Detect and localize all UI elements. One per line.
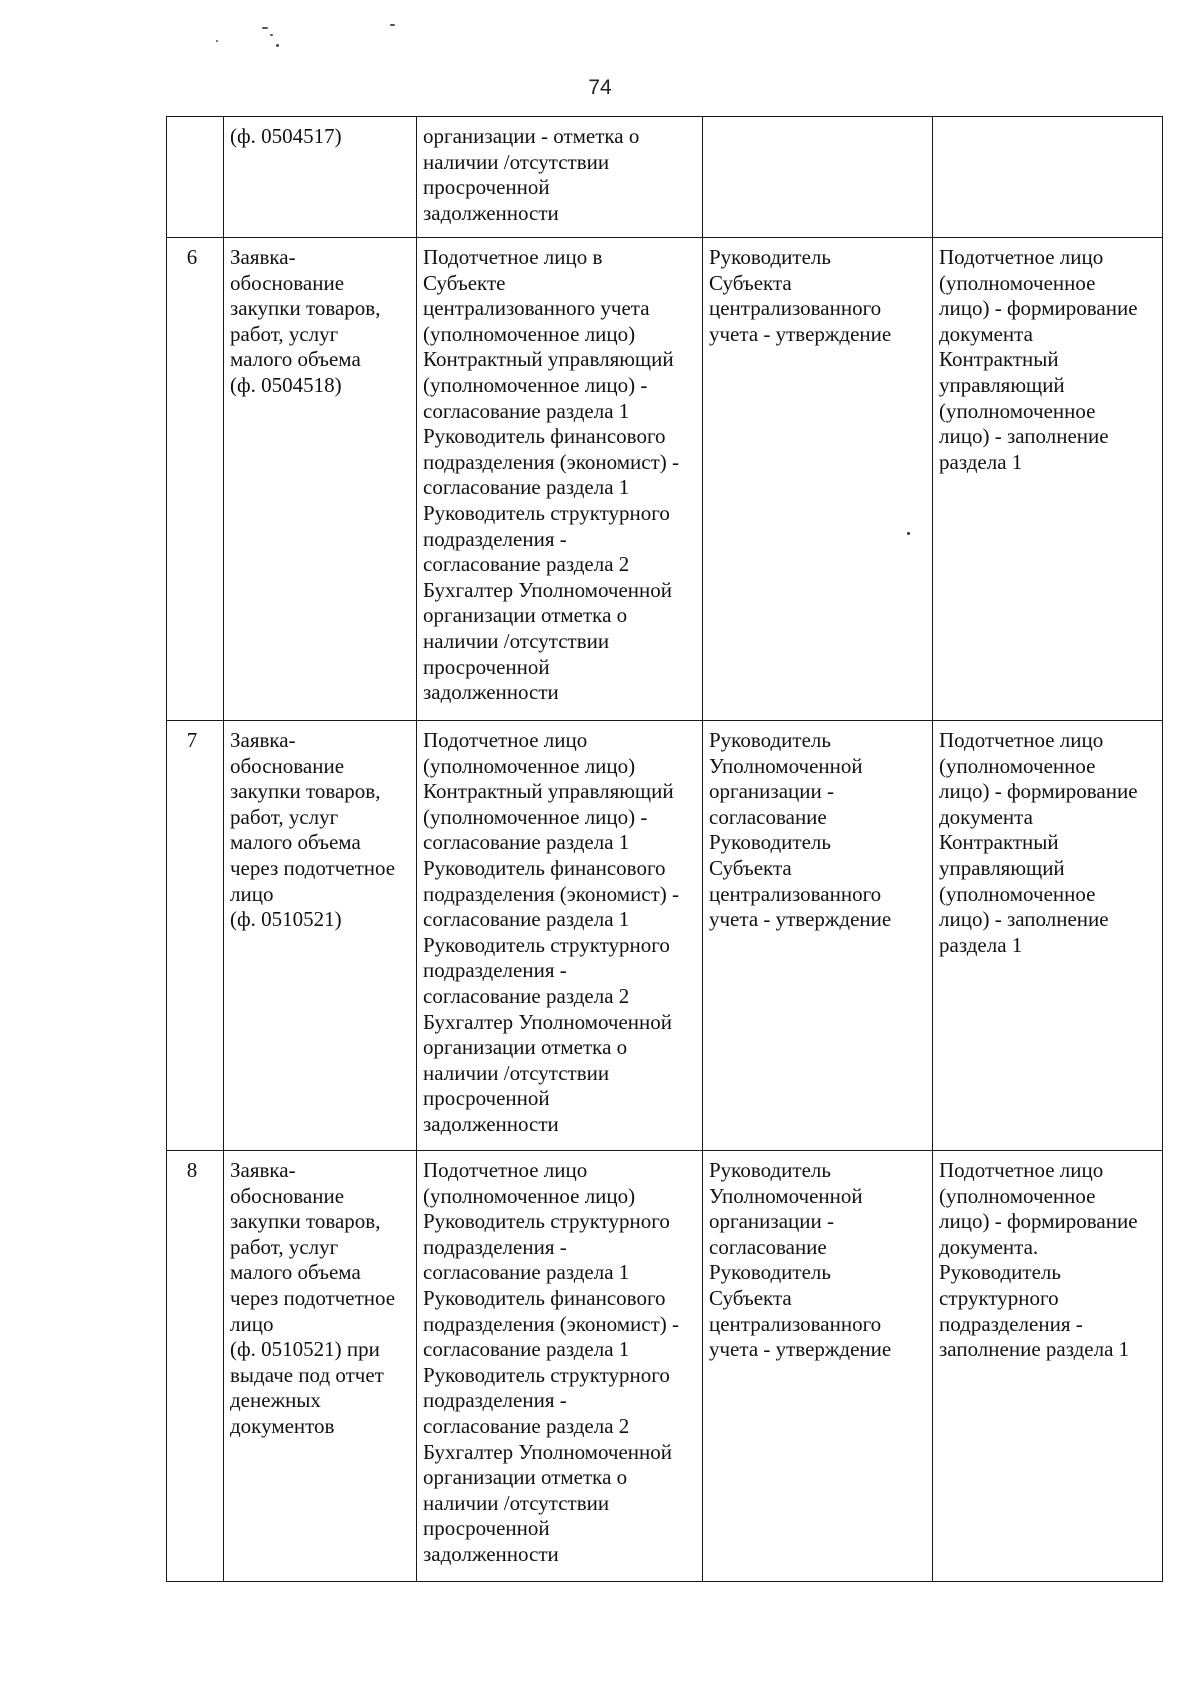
scan-speck (216, 40, 218, 42)
table-row (167, 238, 1163, 721)
scan-speck (270, 34, 273, 36)
table-row (167, 117, 1163, 238)
approves-cell: Руководитель Уполномоченной организации - согласование Руководитель Субъекта централизованного учета - утверждение (703, 721, 933, 1151)
document-name-cell: Заявка- обоснование закупки товаров, работ, услуг малого объема через подотчетное лицо (ф. 0510521) при выдаче под отчет денежных документов (224, 1151, 417, 1582)
prepares-cell: Подотчетное лицо (уполномоченное лицо) Контрактный управляющий (уполномоченное лицо) - согласование раздела 1 Руководитель финансового подразделения (экономист) - согласование раздела 1 Руководитель структурного подразделения - согласование раздела 2 Бухгалтер Уполномоченной организации отметка о наличии /отсутствии просроченной задолженности (417, 721, 703, 1151)
document-name-cell: Заявка- обоснование закупки товаров, работ, услуг малого объема через подотчетное лицо (ф. 0510521) (224, 721, 417, 1151)
prepares-cell: Подотчетное лицо в Субъекте централизованного учета (уполномоченное лицо) Контрактный управляющий (уполномоченное лицо) - согласование раздела 1 Руководитель финансового подразделения (экономист) - согласование раздела 1 Руководитель структурного подразделения - согласование раздела 2 Бухгалтер Уполномоченной организации отметка о наличии /отсутствии просроченной задолженности (417, 238, 703, 721)
document-table (166, 116, 1163, 1582)
scan-speck (276, 44, 279, 47)
document-name-cell: Заявка- обоснование закупки товаров, работ, услуг малого объема (ф. 0504518) (224, 238, 417, 721)
scan-speck (262, 27, 268, 29)
row-number-cell: 8 (167, 1151, 224, 1582)
scan-dot (907, 532, 910, 535)
prepares-cell: организации - отметка о наличии /отсутствии просроченной задолженности (417, 117, 703, 238)
row-number-cell: 6 (167, 238, 224, 721)
fills-cell: Подотчетное лицо (уполномоченное лицо) - формирование документа Контрактный управляющий (уполномоченное лицо) - заполнение раздела 1 (933, 721, 1163, 1151)
approves-cell: Руководитель Субъекта централизованного учета - утверждение (703, 238, 933, 721)
row-number-cell: 7 (167, 721, 224, 1151)
fills-cell: Подотчетное лицо (уполномоченное лицо) - формирование документа Контрактный управляющий (уполномоченное лицо) - заполнение раздела 1 (933, 238, 1163, 721)
approves-cell: Руководитель Уполномоченной организации - согласование Руководитель Субъекта централизованного учета - утверждение (703, 1151, 933, 1582)
page-number: 74 (588, 76, 612, 99)
approves-cell (703, 117, 933, 238)
table-row (167, 1151, 1163, 1582)
document-name-cell: (ф. 0504517) (224, 117, 417, 238)
fills-cell: Подотчетное лицо (уполномоченное лицо) - формирование документа. Руководитель структурного подразделения - заполнение раздела 1 (933, 1151, 1163, 1582)
fills-cell (933, 117, 1163, 238)
table-row (167, 721, 1163, 1151)
prepares-cell: Подотчетное лицо (уполномоченное лицо) Руководитель структурного подразделения - согласование раздела 1 Руководитель финансового подразделения (экономист) - согласование раздела 1 Руководитель структурного подразделения - согласование раздела 2 Бухгалтер Уполномоченной организации отметка о наличии /отсутствии просроченной задолженности (417, 1151, 703, 1582)
scan-speck (390, 24, 395, 26)
row-number-cell (167, 117, 224, 238)
